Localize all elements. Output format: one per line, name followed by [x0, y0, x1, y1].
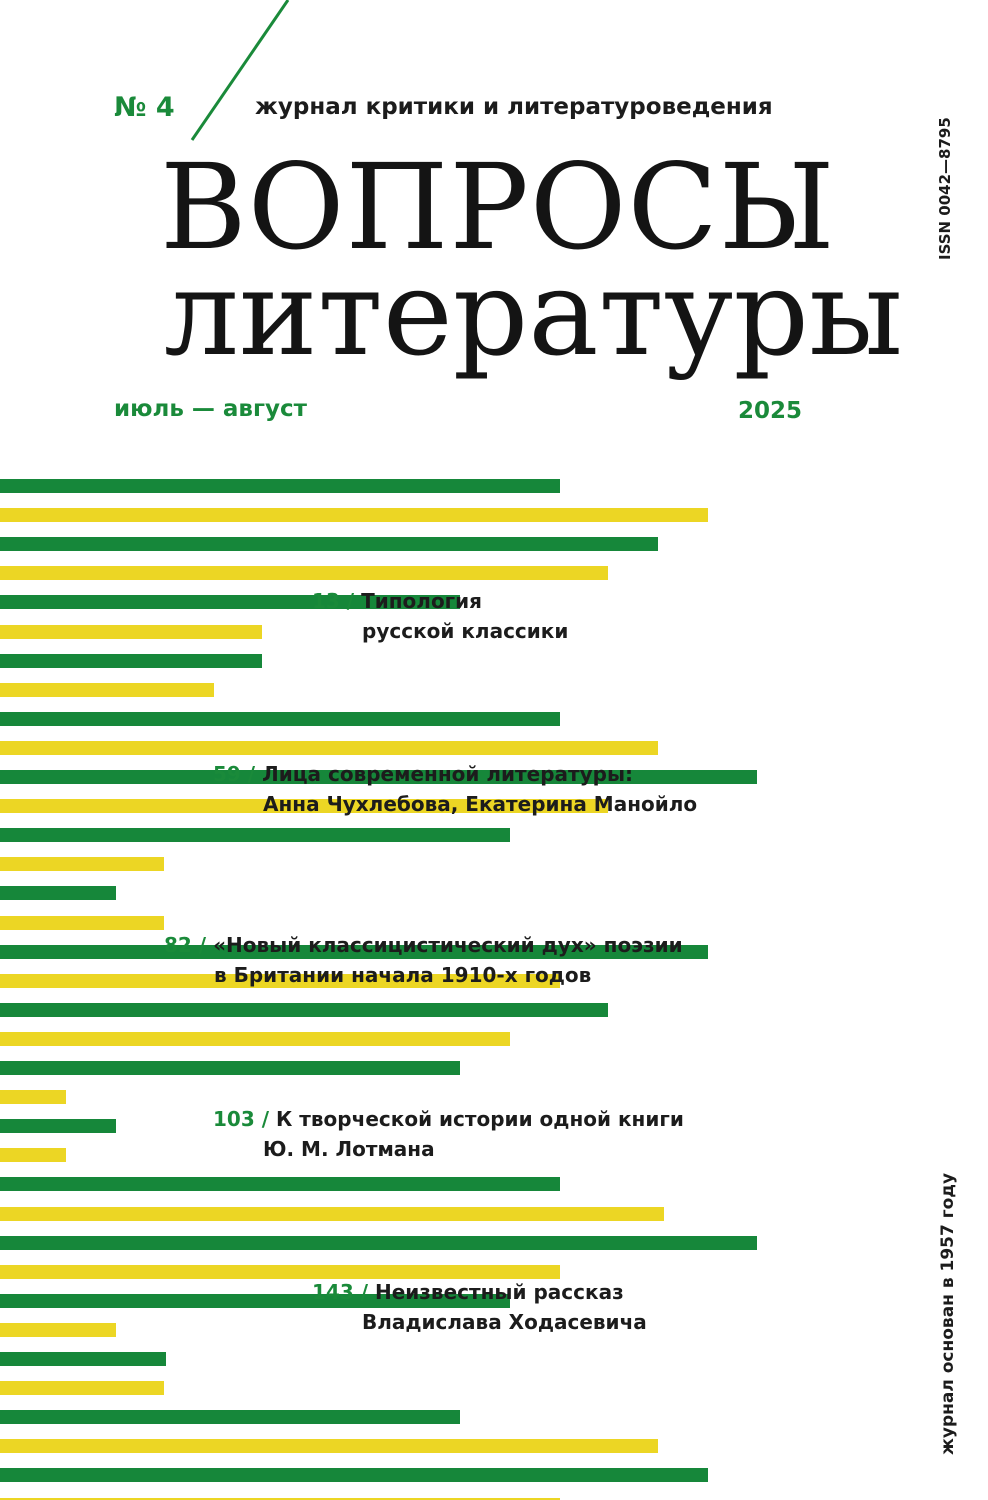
yellow-stripe — [0, 1148, 66, 1162]
toc-item[interactable] — [213, 1104, 684, 1164]
toc-page-number: 13 / — [312, 589, 355, 613]
yellow-stripe — [0, 857, 164, 871]
yellow-stripe — [0, 1032, 510, 1046]
toc-item[interactable] — [164, 930, 683, 990]
toc-page-number: 59 / — [213, 762, 256, 786]
toc-title-line2: Анна Чухлебова, Екатерина Манойло — [263, 792, 698, 816]
yellow-stripe — [0, 1439, 658, 1453]
green-stripe — [0, 1177, 560, 1191]
diagonal-slash-line — [190, 0, 290, 142]
toc-page-number: 143 / — [312, 1280, 369, 1304]
green-stripe — [0, 1061, 460, 1075]
green-stripe — [0, 1236, 757, 1250]
toc-title-line1: Неизвестный рассказ — [374, 1280, 624, 1304]
toc-title-line2: Владислава Ходасевича — [362, 1310, 647, 1334]
yellow-stripe — [0, 683, 214, 697]
yellow-stripe — [0, 1090, 66, 1104]
green-stripe — [0, 1410, 460, 1424]
yellow-stripe — [0, 566, 608, 580]
issn-number: ISSN 0042—8795 — [936, 117, 954, 260]
green-stripe — [0, 479, 560, 493]
green-stripe — [0, 1003, 608, 1017]
green-stripe — [0, 1468, 708, 1482]
toc-title-line1: К творческой истории одной книги — [275, 1107, 684, 1131]
yellow-stripe — [0, 741, 658, 755]
toc-title-line2: русской классики — [362, 619, 569, 643]
toc-item[interactable] — [213, 759, 697, 819]
green-stripe — [0, 828, 510, 842]
toc-page-number: 103 / — [213, 1107, 270, 1131]
yellow-stripe — [0, 1381, 164, 1395]
yellow-stripe — [0, 916, 164, 930]
toc-item[interactable] — [312, 1277, 647, 1337]
green-stripe — [0, 537, 658, 551]
green-stripe — [0, 654, 262, 668]
issue-year: 2025 — [738, 398, 803, 424]
issue-number: № 4 — [114, 92, 175, 123]
journal-title-line1: ВОПРОСЫ — [160, 138, 836, 276]
green-stripe — [0, 886, 116, 900]
toc-title-line2: Ю. М. Лотмана — [263, 1137, 435, 1161]
journal-subtitle: журнал критики и литературоведения — [255, 94, 773, 120]
yellow-stripe — [0, 625, 262, 639]
journal-title-line2: литературы — [164, 244, 903, 382]
yellow-stripe — [0, 508, 708, 522]
green-stripe — [0, 712, 560, 726]
yellow-stripe — [0, 1207, 664, 1221]
toc-item[interactable] — [312, 586, 568, 646]
toc-title-line2: в Британии начала 1910-х годов — [214, 963, 592, 987]
green-stripe — [0, 1119, 116, 1133]
toc-title-line1: «Новый классицистический дух» поэзии — [213, 933, 683, 957]
issue-months: июль — август — [114, 396, 307, 422]
green-stripe — [0, 1352, 166, 1366]
yellow-stripe — [0, 1323, 116, 1337]
toc-page-number: 82 / — [164, 933, 207, 957]
toc-title-line1: Лица современной литературы: — [262, 762, 634, 786]
toc-title-line1: Типология — [361, 589, 482, 613]
founded-note: журнал основан в 1957 году — [938, 1172, 958, 1455]
